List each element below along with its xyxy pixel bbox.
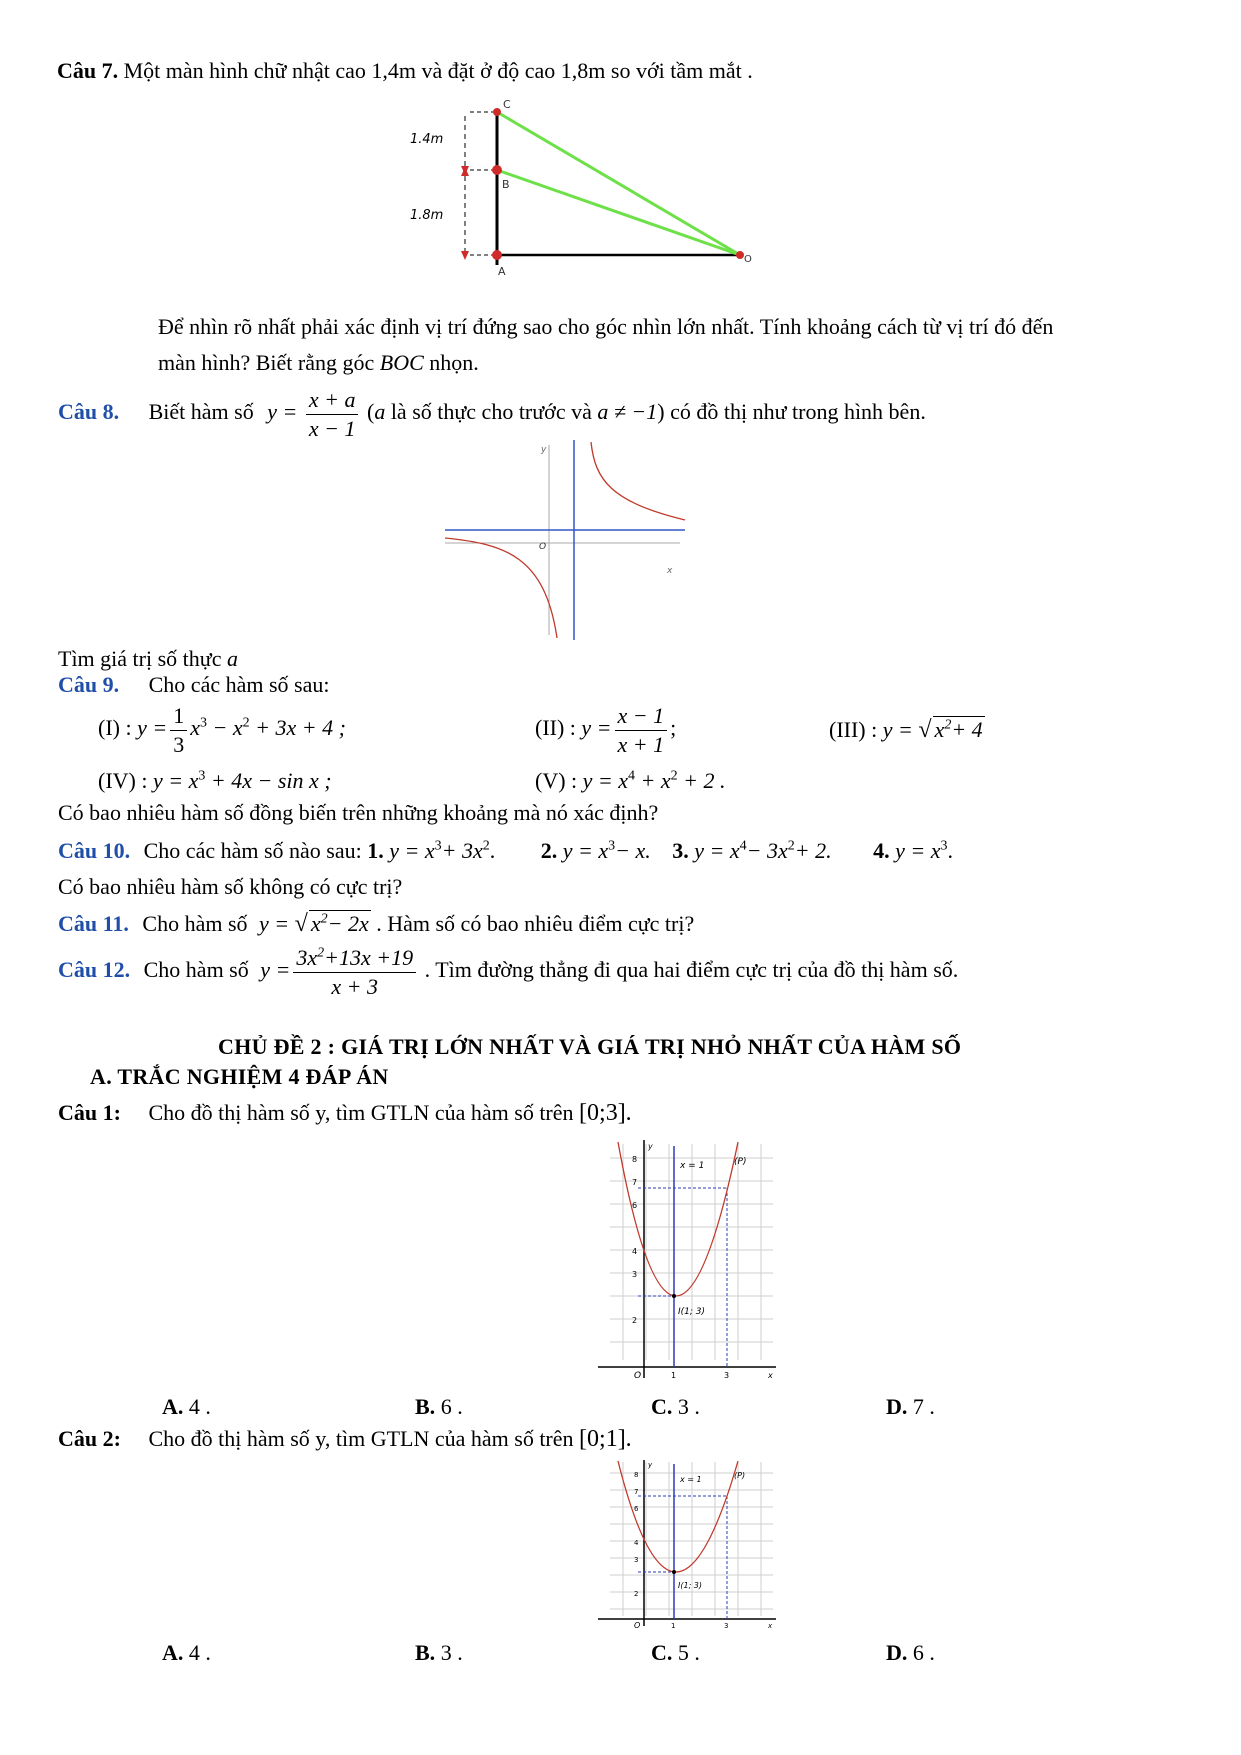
c1-opt-a[interactable]: A. 4 .: [162, 1394, 211, 1419]
origin-label: O: [539, 542, 547, 552]
svg-text:8: 8: [632, 1155, 638, 1164]
height-1-8: 1.8m: [410, 208, 444, 223]
svg-text:O: O: [634, 1621, 641, 1628]
section-title: CHỦ ĐỀ 2 : GIÁ TRỊ LỚN NHẤT VÀ GIÁ TRỊ NHỎ NHẤT CỦA HÀM SỐ: [218, 1034, 962, 1059]
arrow-icon: [461, 251, 469, 260]
svg-text:3: 3: [724, 1622, 729, 1628]
c1-opt-c[interactable]: C. 3 .: [651, 1394, 700, 1419]
svg-text:6: 6: [632, 1201, 638, 1210]
height-1-4: 1.4m: [410, 132, 444, 147]
c2-graph: [598, 1458, 778, 1628]
svg-text:7: 7: [632, 1178, 638, 1187]
svg-text:1: 1: [671, 1371, 677, 1378]
label-b: B: [502, 178, 510, 191]
q8-line: Câu 8. Biết hàm số y = $\frac{x + a}{x - 1}$ (a là số thực cho trước và a ≠ −1) có đồ thị như trong hình bên.: [58, 387, 926, 441]
svg-text:x = 1: x = 1: [680, 1161, 705, 1171]
q9-f5: (V) : $y = x^4 + x^2 + 2$ .: [535, 768, 726, 793]
q7-line: [57, 58, 753, 83]
q7-figure: [360, 92, 860, 302]
svg-text:1: 1: [671, 1622, 676, 1628]
q9-label: Câu 9.: [58, 672, 120, 697]
q7-text2: Để nhìn rõ nhất phải xác định vị trí đứng sao cho góc nhìn lớn nhất. Tính khoảng cách từ vị trí đó đến: [158, 314, 1054, 339]
q9-line: Câu 9. Cho các hàm số sau:: [58, 672, 330, 697]
c2-line: Câu 2: Cho đồ thị hàm số y, tìm GTLN của hàm số trên [0;1].: [58, 1426, 632, 1452]
q9-f4: (IV) : $y = x^3 + 4x - \sin x$ ;: [98, 768, 332, 793]
q9-f2: (II) : y = $\frac{x - 1}{x + 1}$ ;: [535, 703, 677, 757]
q7-text3: màn hình? Biết rằng góc BOC nhọn.: [158, 350, 479, 375]
point-a: [492, 250, 502, 260]
svg-text:x = 1: x = 1: [680, 1475, 702, 1484]
section-subtitle: A. TRẮC NGHIỆM 4 ĐÁP ÁN: [90, 1064, 389, 1089]
q8-ask: Tìm giá trị số thực a: [58, 646, 238, 671]
q8-label: Câu 8.: [58, 399, 120, 425]
svg-text:7: 7: [634, 1488, 639, 1496]
q10-label: Câu 10.: [58, 838, 131, 863]
svg-text:(P): (P): [734, 1157, 747, 1167]
x-label: x: [667, 566, 673, 576]
svg-text:2: 2: [634, 1590, 639, 1598]
svg-text:2: 2: [632, 1316, 638, 1325]
svg-text:I(1; 3): I(1; 3): [678, 1581, 703, 1590]
point-c: [493, 108, 501, 116]
c2-opt-b[interactable]: B. 3 .: [415, 1640, 463, 1665]
c2-opt-a[interactable]: A. 4 .: [162, 1640, 211, 1665]
q10-line: Câu 10. Cho các hàm số nào sau: 1. $y = x^3+ 3x^2$. 2. $y = x^3- x$. 3. $y = x^4- 3x^2+ 2$. 4. $y = x^3$.: [58, 838, 953, 863]
svg-text:3: 3: [724, 1371, 730, 1378]
point-b: [492, 165, 502, 175]
curve-right-branch: [591, 442, 685, 520]
q10-question: Có bao nhiêu hàm số không có cực trị?: [58, 874, 403, 899]
q9-question: Có bao nhiêu hàm số đồng biến trên những khoảng mà nó xác định?: [58, 800, 659, 825]
q8-graph: [445, 440, 690, 642]
svg-text:4: 4: [632, 1247, 638, 1256]
svg-text:(P): (P): [734, 1471, 746, 1480]
svg-text:O: O: [634, 1371, 642, 1378]
c1-opt-d[interactable]: D. 7 .: [886, 1394, 935, 1419]
c2-label: Câu 2:: [58, 1426, 121, 1451]
angle-boc: BOC: [379, 350, 424, 375]
c1-line: Câu 1: Cho đồ thị hàm số y, tìm GTLN của hàm số trên [0;3].: [58, 1100, 632, 1126]
q12-line: Câu 12. Cho hàm số y = $\frac{3x^2+13x +19}{x + 3}$ . Tìm đường thẳng đi qua hai điểm cực trị của đồ thị hàm số.: [58, 945, 959, 999]
c2-opt-d[interactable]: D. 6 .: [886, 1640, 935, 1665]
svg-text:x: x: [768, 1371, 773, 1378]
label-a: A: [498, 265, 506, 278]
label-o: O: [744, 254, 752, 265]
c1-label: Câu 1:: [58, 1100, 121, 1125]
c2-opt-c[interactable]: C. 5 .: [651, 1640, 700, 1665]
svg-text:4: 4: [634, 1539, 639, 1547]
y-label: y: [541, 445, 547, 455]
svg-text:y: y: [648, 1461, 653, 1469]
q7-label: Câu 7.: [57, 58, 119, 83]
q8-fraction: $\frac{x + a}{x - 1}$: [306, 386, 359, 442]
q7-text: Một màn hình chữ nhật cao 1,4m và đặt ở độ cao 1,8m so với tầm mắt .: [123, 58, 753, 83]
c1-opt-b[interactable]: B. 6 .: [415, 1394, 463, 1419]
curve-left-branch: [445, 538, 557, 638]
svg-text:x: x: [768, 1622, 773, 1628]
c1-graph: [598, 1138, 778, 1378]
q9-f1: (I) : y = $\frac{1}{3}$ $x^3 - x^2 + 3x + 4$ ;: [98, 703, 346, 757]
q12-label: Câu 12.: [58, 957, 131, 983]
label-c: C: [503, 98, 511, 111]
svg-text:3: 3: [632, 1270, 638, 1279]
svg-text:6: 6: [634, 1505, 639, 1513]
q11-line: Câu 11. Cho hàm số y = √ $x^2- 2x$ . Hàm số có bao nhiêu điểm cực trị?: [58, 911, 695, 937]
svg-text:I(1; 3): I(1; 3): [678, 1307, 706, 1317]
point-o: [736, 251, 744, 259]
q11-label: Câu 11.: [58, 911, 129, 936]
svg-text:y: y: [648, 1142, 653, 1151]
q9-f3: (III) : y = √ $x^2+ 4$: [829, 717, 983, 743]
svg-text:3: 3: [634, 1556, 639, 1564]
svg-text:8: 8: [634, 1471, 639, 1479]
